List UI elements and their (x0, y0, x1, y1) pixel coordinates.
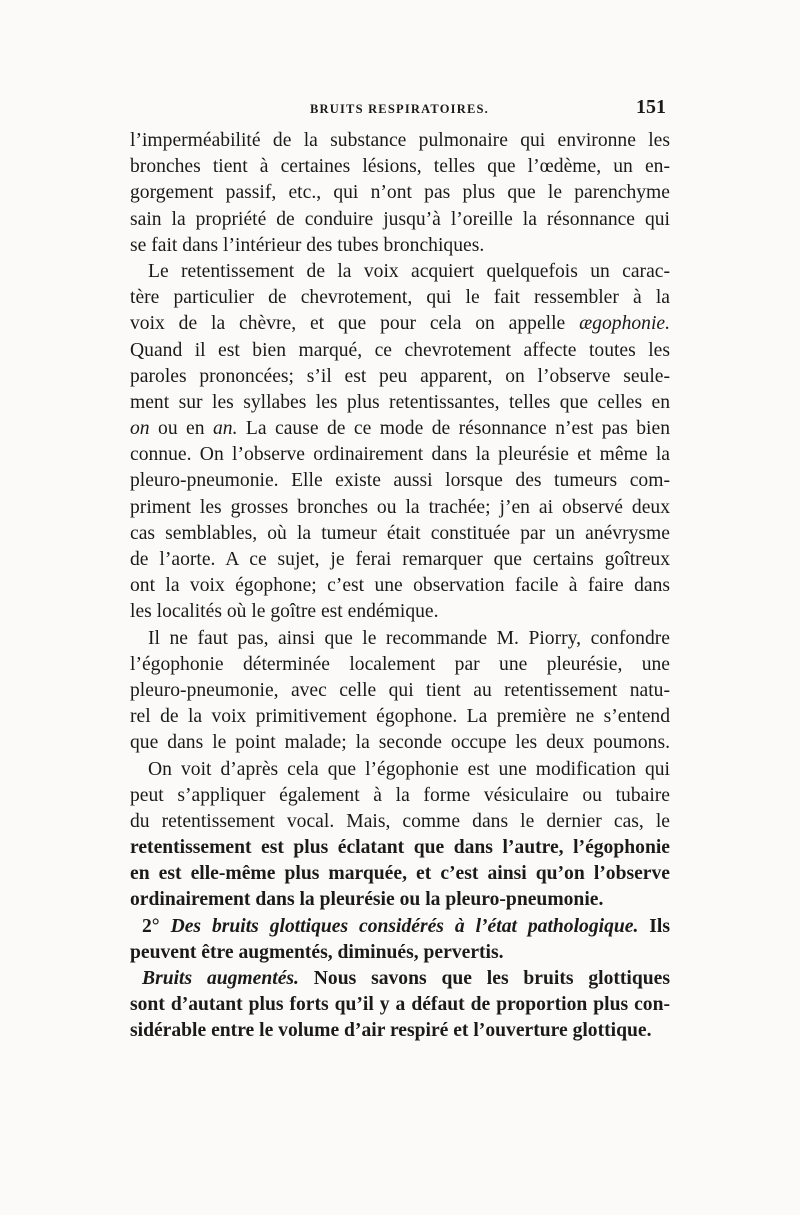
text-segment: ordinairement dans la pleurésie ou la pleuro-pneumonie. (130, 889, 604, 911)
text-line (130, 626, 670, 652)
text-line (130, 495, 670, 521)
text-segment: peut s’appliquer également à la forme vésiculaire ou tubaire (130, 784, 670, 806)
text-line (130, 180, 670, 206)
text-segment: sont d’autant plus forts qu’il y a défaut de proportion plus con- (130, 994, 670, 1016)
text-line (130, 704, 670, 730)
text-segment: de l’aorte. A ce sujet, je ferai remarquer que certains goîtreux (130, 549, 670, 570)
text-line (130, 809, 670, 835)
text-line (130, 468, 670, 494)
text-line (130, 442, 670, 468)
text-line (130, 311, 670, 337)
text-segment: ou en (149, 418, 213, 440)
text-segment: l’imperméabilité de la substance pulmonaire qui environne les (130, 130, 670, 151)
text-segment: pleuro-pneumonie. Elle existe aussi lorsque des tumeurs com- (130, 470, 670, 492)
text-segment: du retentissement vocal. Mais, comme dans le dernier cas, le (130, 810, 670, 832)
text-segment: Nous savons que les bruits glottiques (298, 968, 670, 989)
text-segment: 2° (142, 915, 171, 937)
body-text (130, 128, 670, 1045)
text-line (130, 207, 670, 233)
italic-text: Bruits augmentés. (142, 968, 299, 989)
text-segment: ont la voix égophone; c’est une observation facile à faire dans (130, 575, 670, 597)
italic-text: an. (213, 418, 238, 440)
text-segment: Quand il est bien marqué, ce chevrotement affecte toutes les (130, 339, 670, 361)
page-header (130, 96, 670, 126)
italic-text: Des bruits glottiques considérés à l’état pathologique. (170, 915, 639, 937)
text-line (130, 992, 670, 1018)
text-line (130, 887, 670, 913)
text-segment: La cause de ce mode de résonnance n’est pas bien (237, 418, 670, 440)
text-line (130, 547, 670, 573)
text-segment: peuvent être augmentés, diminués, pervertis. (130, 941, 504, 963)
text-segment: priment les grosses bronches ou la trachée; j’en ai observé deux (130, 496, 670, 518)
text-line (130, 364, 670, 390)
text-segment: voix de la chèvre, et que pour cela on appelle (130, 313, 580, 335)
text-segment: rel de la voix primitivement égophone. La première ne s’entend (130, 706, 670, 728)
text-line (130, 259, 670, 285)
text-segment: en est elle-même plus marquée, et c’est ainsi qu’on l’observe (130, 863, 670, 885)
text-line (130, 154, 670, 180)
text-line (130, 390, 670, 416)
text-segment: sidérable entre le volume d’air respiré et l’ouverture glottique. (130, 1020, 652, 1042)
text-segment: se fait dans l’intérieur des tubes bronchiques. (130, 234, 485, 256)
text-segment: bronches tient à certaines lésions, telles que l’œdème, un en- (130, 156, 670, 178)
text-segment: retentissement est plus éclatant que dans l’autre, l’égophonie (130, 837, 670, 859)
text-line (130, 940, 670, 966)
text-segment: cas semblables, où la tumeur était constituée par un anévrysme (130, 522, 670, 544)
text-line (130, 783, 670, 809)
page-number: 151 (636, 96, 666, 118)
text-line (130, 730, 670, 756)
text-segment: On voit d’après cela que l’égophonie est une modification qui (148, 758, 670, 780)
italic-text: on (130, 418, 150, 440)
text-segment: l’égophonie déterminée localement par une pleurésie, une (130, 653, 670, 675)
text-segment: paroles prononcées; s’il est peu apparent, on l’observe seule- (130, 365, 670, 387)
text-line (130, 652, 670, 678)
running-head: BRUITS RESPIRATOIRES. (310, 102, 489, 116)
text-line (130, 599, 670, 625)
text-segment: Ils (638, 915, 670, 937)
text-segment: Il ne faut pas, ainsi que le recommande M. Piorry, confondre (148, 627, 670, 649)
text-segment: que dans le point malade; la seconde occupe les deux poumons. (130, 732, 670, 754)
text-line (130, 835, 670, 861)
text-line (130, 861, 670, 887)
text-line (130, 285, 670, 311)
text-line (130, 338, 670, 364)
text-segment: sain la propriété de conduire jusqu’à l’oreille la résonnance qui (130, 208, 670, 230)
text-line (130, 914, 670, 940)
text-segment: ment sur les syllabes les plus retentissantes, telles que celles en (130, 391, 670, 413)
text-line (130, 678, 670, 704)
text-line (130, 128, 670, 154)
text-line (130, 757, 670, 783)
text-line (130, 521, 670, 547)
text-line (130, 573, 670, 599)
text-segment: tère particulier de chevrotement, qui le fait ressembler à la (130, 287, 670, 309)
italic-text: ægophonie. (579, 313, 670, 335)
text-segment: gorgement passif, etc., qui n’ont pas plus que le parenchyme (130, 182, 670, 204)
text-segment: connue. On l’observe ordinairement dans la pleurésie et même la (130, 444, 670, 466)
text-line (130, 966, 670, 992)
text-segment: Le retentissement de la voix acquiert quelquefois un carac- (148, 260, 670, 282)
text-line (130, 416, 670, 442)
text-line (130, 1018, 670, 1044)
text-line (130, 233, 670, 259)
text-segment: pleuro-pneumonie, avec celle qui tient au retentissement natu- (130, 679, 670, 701)
text-segment: les localités où le goître est endémique. (130, 601, 439, 623)
book-page (130, 96, 670, 1045)
